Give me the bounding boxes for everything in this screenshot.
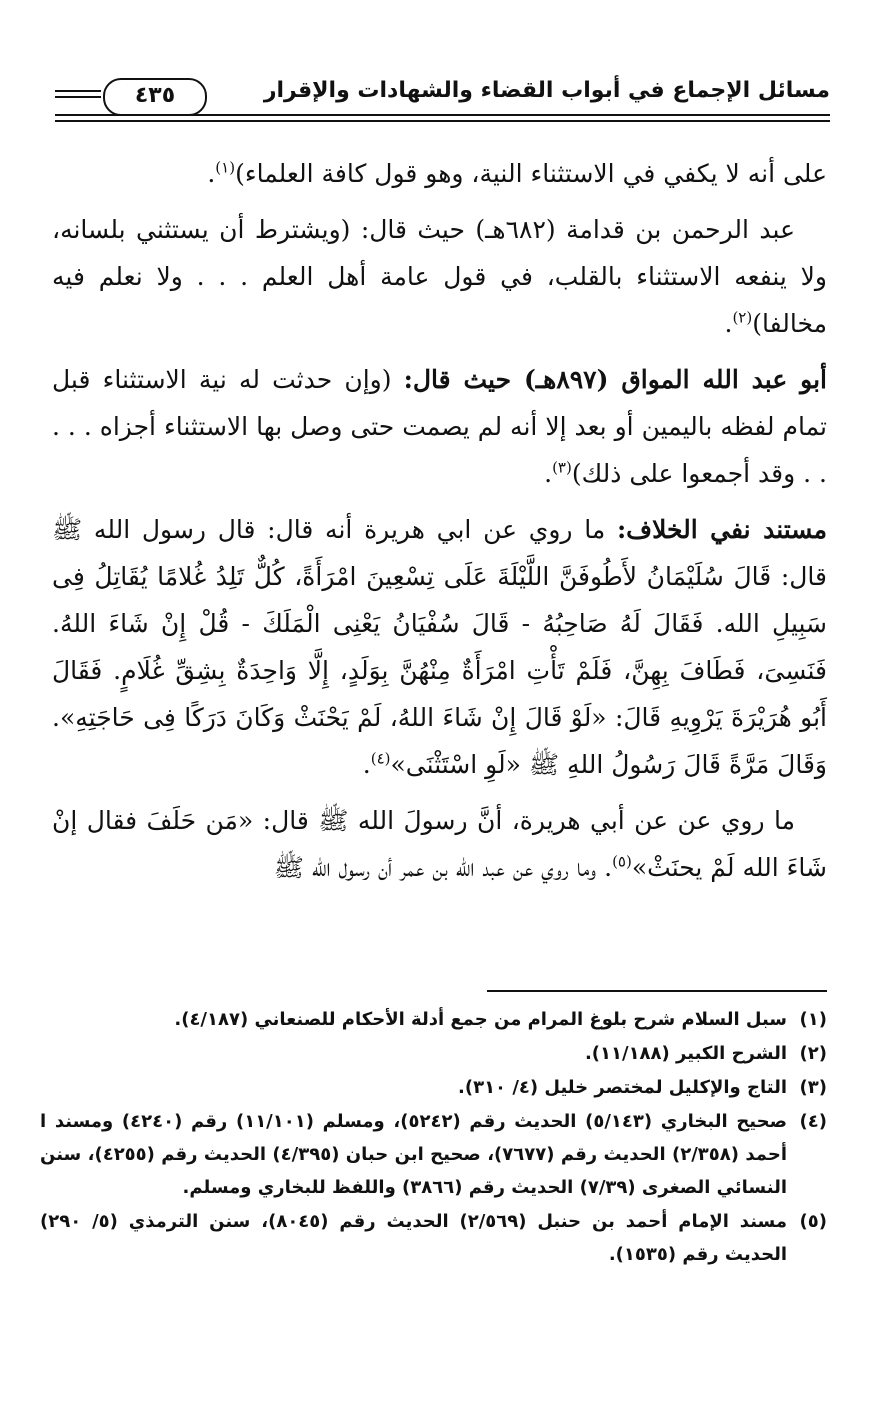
paragraph-consensus-summary (52, 150, 827, 197)
page-number-badge: ٤٣٥ (103, 78, 207, 116)
footnote-item (40, 1205, 827, 1271)
paragraph-lead: أبو عبد الله المواق (٨٩٧هـ) حيث قال: (403, 365, 827, 394)
footnote-ref[interactable]: (٢) (732, 308, 753, 327)
footnotes (40, 1003, 827, 1272)
paragraph-mawwaq (52, 356, 827, 497)
paragraph-text: ما روي عن ابي هريرة أنه قال: قال رسول الله ﷺ قال: قَالَ سُلَيْمَانُ لأَطُوفَنَّ اللَّيْلَةَ عَلَى تِسْعِينَ امْرَأَةً، كُلٌّ تَلِدُ غُلامًا يُقَاتِلُ فِى سَبِيلِ الله. فَقَالَ لَهُ صَاحِبُهُ - قَالَ سُفْيَانُ يَعْنِى الْمَلَكَ - قُلْ إِنْ شَاءَ اللهُ. فَنَسِىَ، فَطَافَ بِهِنَّ، فَلَمْ تَأْتِ امْرَأَةٌ مِنْهُنَّ بِوَلَدٍ، إِلَّا وَاحِدَةٌ بِشِقِّ غُلَامٍ. فَقَالَ أَبُو هُرَيْرَةَ يَرْوِيهِ قَالَ: «لَوْ قَالَ إِنْ شَاءَ اللهُ، لَمْ يَحْنَثْ وَكَانَ دَرَكًا فِى حَاجَتِهِ». وَقَالَ مَرَّةً قَالَ رَسُولُ اللهِ ﷺ «لَوِ اسْتَثْنَى» (52, 515, 827, 779)
footnote-text: التاج والإكليل لمختصر خليل (٤/ ٣١٠). (458, 1077, 787, 1098)
footnote-number: (٣) (799, 1077, 827, 1098)
footnote-number: (٥) (799, 1211, 827, 1232)
footnote-ref[interactable]: (١) (215, 158, 236, 177)
footnote-number: (٢) (799, 1043, 827, 1064)
footnote-separator (487, 990, 827, 992)
header-title: مسائل الإجماع في أبواب القضاء والشهادات والإقرار (263, 78, 830, 103)
footnote-item (40, 1071, 827, 1104)
paragraph-text: على أنه لا يكفي في الاستثناء النية، وهو قول كافة العلماء) (235, 159, 827, 188)
footnote-text: سبل السلام شرح بلوغ المرام من جمع أدلة الأحكام للصنعاني (٤/١٨٧). (174, 1009, 787, 1030)
main-text (52, 150, 827, 900)
footnote-ref[interactable]: (٥) (612, 852, 632, 871)
footnote-item (40, 1105, 827, 1204)
paragraph-ibn-qudama (52, 206, 827, 347)
paragraph-text: ما روي عن عن أبي هريرة، أنَّ رسولَ الله ﷺ قال: «مَن حَلَفَ فقال إنْ شَاءَ الله لَمْ يحنَثْ» (52, 806, 827, 882)
footnote-ref[interactable]: (٣) (552, 458, 572, 477)
paragraph-evidence (52, 506, 827, 788)
footnote-number: (١) (799, 1009, 827, 1030)
paragraph-tail: . (362, 750, 371, 779)
footnote-item (40, 1037, 827, 1070)
paragraph-tail: . (207, 159, 216, 188)
footnote-item (40, 1003, 827, 1036)
footnote-number: (٤) (799, 1111, 827, 1132)
running-header (55, 70, 830, 130)
paragraph-text: (وإن حدثت له نية الاستثناء قبل تمام لفظه باليمين أو بعد إلا أنه لم يصمت حتى وصل بها الاستثناء أجزاه . . . . . وقد أجمعوا على ذلك) (52, 365, 827, 488)
paragraph-tail: . (544, 459, 553, 488)
paragraph-lead: مستند نفي الخلاف: (616, 515, 828, 544)
paragraph-tail: . (724, 309, 733, 338)
paragraph-abu-hurayra (52, 797, 827, 891)
paragraph-tail: . وما روي عن عبد الله بن عمر أن رسول الله ﷺ (273, 853, 613, 882)
header-rule-stub (55, 90, 101, 98)
footnote-text: صحيح البخاري (٥/١٤٣) الحديث رقم (٥٢٤٢)، ومسلم (١١/١٠١) رقم (٤٢٤٠) ومسند ا أحمد (٢/٣٥٨) الحديث رقم (٧٦٧٧)، صحيح ابن حبان (٤/٣٩٥) الحديث رقم (٤٢٥٥)، سنن النسائي الصغرى (٧/٣٩) الحديث رقم (٣٨٦٦) واللفظ للبخاري ومسلم. (40, 1111, 788, 1198)
footnote-ref[interactable]: (٤) (370, 749, 391, 768)
paragraph-text: عبد الرحمن بن قدامة (٦٨٢هـ) حيث قال: (ويشترط أن يستثني بلسانه، ولا ينفعه الاستثناء بالقلب، في قول عامة أهل العلم . . . ولا نعلم فيه مخالفا) (52, 215, 827, 338)
footnote-text: مسند الإمام أحمد بن حنبل (٢/٥٦٩) الحديث رقم (٨٠٤٥)، سنن الترمذي (٥/ ٢٩٠) الحديث رقم (١٥٣٥). (40, 1211, 787, 1265)
footnote-text: الشرح الكبير (١١/١٨٨). (584, 1043, 787, 1064)
